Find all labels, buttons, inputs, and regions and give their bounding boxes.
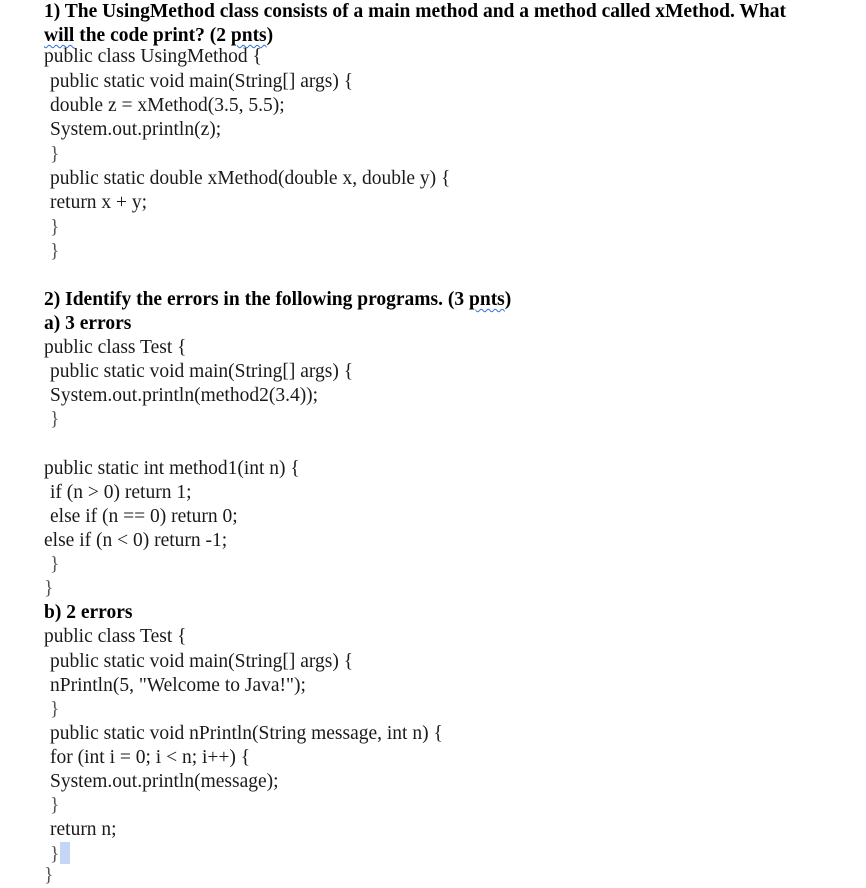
code-line: }: [50, 795, 60, 816]
code-line: return n;: [50, 819, 117, 840]
q2-heading: [44, 288, 511, 312]
code-line: else if (n == 0) return 0;: [50, 506, 238, 527]
spellcheck-word[interactable]: will: [44, 25, 75, 46]
code-line: return x + y;: [50, 192, 148, 213]
code-line: public class Test {: [44, 626, 187, 647]
code-line: }: [50, 554, 60, 575]
text-selection-cursor[interactable]: [60, 842, 70, 864]
code-line: public static void nPrintln(String message, int n) {: [50, 723, 443, 744]
code-line: }: [50, 699, 60, 720]
part-b-label: b) 2 errors: [44, 602, 133, 623]
code-line: nPrintln(5, "Welcome to Java!");: [50, 675, 306, 696]
q2-heading-text: ): [504, 289, 512, 310]
code-line: }: [50, 217, 60, 238]
code-line: }: [50, 241, 60, 262]
q1-heading-text: ): [266, 25, 274, 46]
code-line: }: [50, 409, 60, 430]
spellcheck-word[interactable]: pnts: [469, 289, 505, 310]
code-line: if (n > 0) return 1;: [50, 482, 192, 503]
part-a-label: a) 3 errors: [44, 313, 132, 334]
code-line: }: [50, 844, 60, 865]
code-line: System.out.println(method2(3.4));: [50, 385, 319, 406]
code-line: public class Test {: [44, 337, 187, 358]
q2-heading-text: 2) Identify the errors in the following programs. (3: [44, 289, 469, 310]
code-line: public class UsingMethod {: [44, 46, 262, 67]
spellcheck-word[interactable]: pnts: [230, 25, 267, 46]
code-line: }: [50, 144, 60, 165]
q1-heading-text: the code print? (2: [74, 25, 231, 46]
code-line: System.out.println(message);: [50, 771, 279, 792]
code-line: System.out.println(z);: [50, 119, 222, 140]
code-line: public static void main(String[] args) {: [50, 651, 354, 672]
code-line: double z = xMethod(3.5, 5.5);: [50, 95, 285, 116]
code-line: public static void main(String[] args) {: [50, 71, 354, 92]
code-line: public static int method1(int n) {: [44, 458, 300, 479]
code-line: public static double xMethod(double x, double y) {: [50, 168, 451, 189]
code-line: }: [44, 865, 54, 886]
code-line: for (int i = 0; i < n; i++) {: [50, 747, 251, 768]
q1-heading-line-1: 1) The UsingMethod class consists of a main method and a method called xMethod. What: [44, 1, 786, 22]
code-line: else if (n < 0) return -1;: [44, 530, 228, 551]
code-line: }: [44, 578, 54, 599]
code-line: public static void main(String[] args) {: [50, 361, 354, 382]
